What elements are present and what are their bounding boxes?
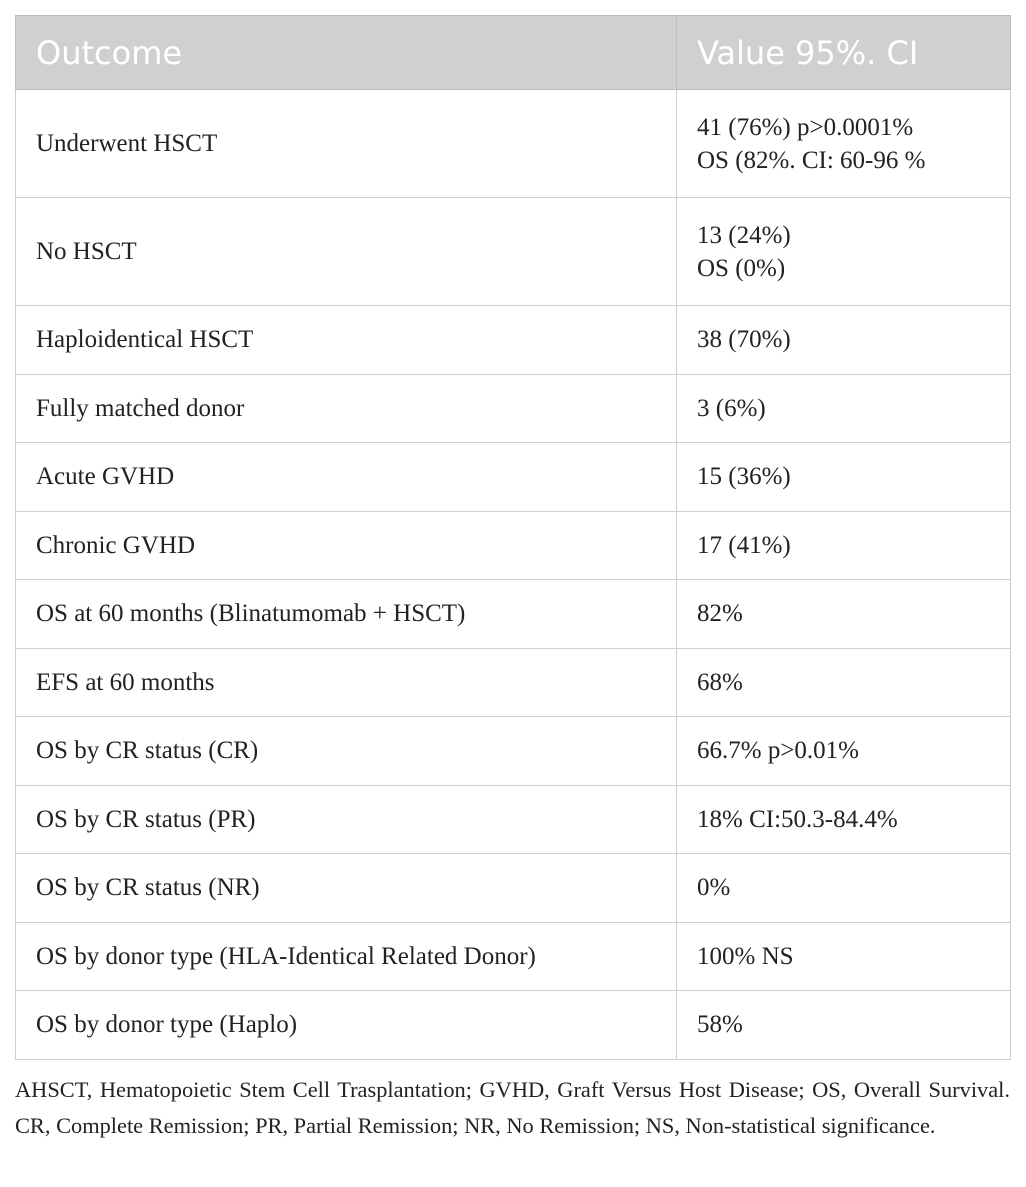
table-row [16, 90, 1011, 198]
value-cell: 58% [677, 991, 1011, 1060]
table-row [16, 374, 1011, 443]
table-row [16, 854, 1011, 923]
value-cell: 15 (36%) [677, 443, 1011, 512]
table-row [16, 443, 1011, 512]
table-row [16, 991, 1011, 1060]
outcomes-table [15, 15, 1011, 1060]
table-footnote: AHSCT, Hematopoietic Stem Cell Trasplantation; GVHD, Graft Versus Host Disease; OS, Overall Survival. CR, Complete Remission; PR, Partial Remission; NR, No Remission; NS, Non-statistical significance. [15, 1077, 1010, 1138]
value-cell [677, 90, 1011, 198]
value-cell: 3 (6%) [677, 374, 1011, 443]
table-row [16, 785, 1011, 854]
outcome-cell: OS at 60 months (Blinatumomab + HSCT) [16, 580, 677, 649]
outcome-cell: Chronic GVHD [16, 511, 677, 580]
outcome-cell: Haploidentical HSCT [16, 306, 677, 375]
value-line: OS (82%. CI: 60-96 % [697, 146, 926, 174]
value-cell: 17 (41%) [677, 511, 1011, 580]
header-outcome: Outcome [16, 16, 677, 90]
value-line: 13 (24%) [697, 221, 791, 249]
header-value: Value 95%. CI [677, 16, 1011, 90]
outcome-cell: OS by CR status (CR) [16, 717, 677, 786]
value-line: OS (0%) [697, 254, 786, 282]
outcome-cell: OS by CR status (PR) [16, 785, 677, 854]
table-header-row [16, 16, 1011, 90]
table-row [16, 922, 1011, 991]
value-cell: 66.7% p>0.01% [677, 717, 1011, 786]
value-cell: 100% NS [677, 922, 1011, 991]
table-row [16, 648, 1011, 717]
value-cell: 38 (70%) [677, 306, 1011, 375]
table-row [16, 717, 1011, 786]
table-row [16, 198, 1011, 306]
value-cell: 68% [677, 648, 1011, 717]
value-cell [677, 198, 1011, 306]
outcome-cell: Acute GVHD [16, 443, 677, 512]
outcome-cell: No HSCT [16, 198, 677, 306]
table-row [16, 306, 1011, 375]
outcome-cell: Fully matched donor [16, 374, 677, 443]
outcome-cell: OS by donor type (Haplo) [16, 991, 677, 1060]
outcome-cell: OS by CR status (NR) [16, 854, 677, 923]
table-row [16, 511, 1011, 580]
value-cell: 82% [677, 580, 1011, 649]
value-line: 41 (76%) p>0.0001% [697, 113, 914, 141]
value-cell: 18% CI:50.3-84.4% [677, 785, 1011, 854]
outcome-cell: Underwent HSCT [16, 90, 677, 198]
table-row [16, 580, 1011, 649]
value-cell: 0% [677, 854, 1011, 923]
outcomes-table-container [15, 15, 1010, 1060]
outcome-cell: EFS at 60 months [16, 648, 677, 717]
outcome-cell: OS by donor type (HLA-Identical Related Donor) [16, 922, 677, 991]
